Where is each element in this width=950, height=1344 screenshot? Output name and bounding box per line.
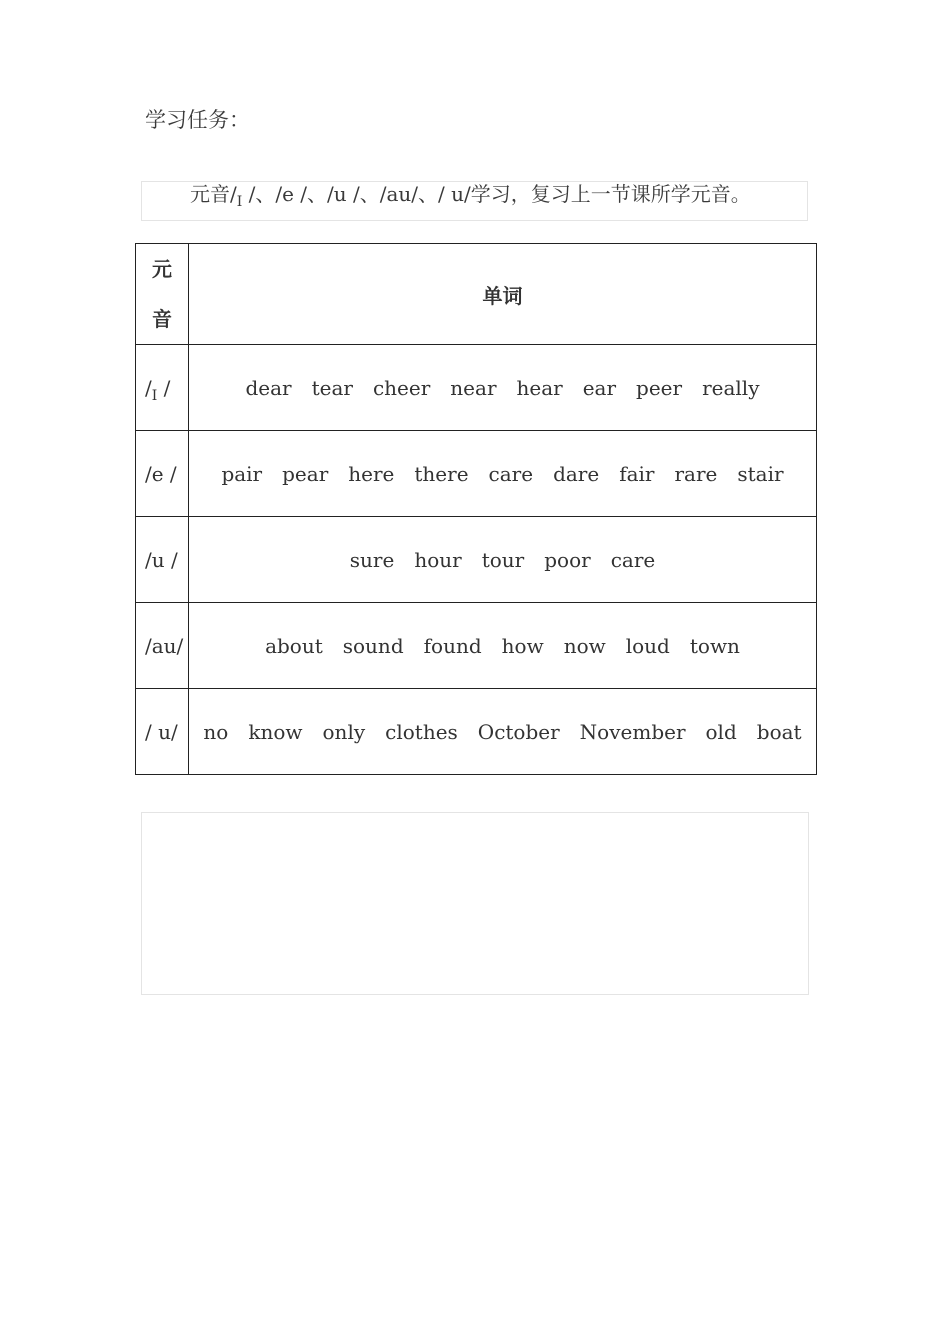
table-row xyxy=(136,689,817,775)
word: sound xyxy=(342,633,404,658)
word: October xyxy=(477,719,560,744)
vowel-cell: /u / xyxy=(136,517,189,603)
empty-text-box xyxy=(141,812,809,995)
words-cell xyxy=(189,689,817,775)
words-cell xyxy=(189,603,817,689)
vowel-prefix: / xyxy=(145,375,152,400)
table-row xyxy=(136,431,817,517)
word: no xyxy=(203,719,229,744)
word: know xyxy=(248,719,303,744)
word: poor xyxy=(544,547,591,572)
vowel-subscript: I xyxy=(151,387,158,404)
word: rare xyxy=(674,461,718,486)
word: stair xyxy=(737,461,784,486)
word: peer xyxy=(636,375,683,400)
vowel-cell: /e / xyxy=(136,431,189,517)
vowel-cell xyxy=(136,345,189,431)
words-cell xyxy=(189,345,817,431)
vowel-cell: / u/ xyxy=(136,689,189,775)
word: old xyxy=(705,719,737,744)
word: near xyxy=(450,375,497,400)
word: now xyxy=(563,633,606,658)
table-header-row xyxy=(136,244,817,345)
word: only xyxy=(322,719,366,744)
word: found xyxy=(423,633,482,658)
word: tear xyxy=(311,375,353,400)
table-row xyxy=(136,345,817,431)
word: dear xyxy=(245,375,292,400)
word: town xyxy=(689,633,740,658)
word: pear xyxy=(282,461,329,486)
word: pair xyxy=(221,461,263,486)
table-row xyxy=(136,603,817,689)
word: cheer xyxy=(372,375,431,400)
header-words: 单词 xyxy=(189,244,817,345)
vowel-suffix: / xyxy=(157,375,171,400)
word: loud xyxy=(625,633,670,658)
header-vowel xyxy=(136,244,189,345)
word: care xyxy=(488,461,534,486)
word: dare xyxy=(553,461,600,486)
word: about xyxy=(265,633,323,658)
word: really xyxy=(702,375,760,400)
word: sure xyxy=(349,547,395,572)
word: November xyxy=(579,719,686,744)
word: hear xyxy=(516,375,563,400)
task-heading: 学习任务： xyxy=(145,108,250,132)
word: there xyxy=(414,461,469,486)
task-text-prefix: 元音/ xyxy=(190,182,237,206)
header-vowel-char-1: 元 xyxy=(152,257,172,281)
word: clothes xyxy=(385,719,458,744)
word: here xyxy=(348,461,395,486)
words-cell xyxy=(189,431,817,517)
word: hour xyxy=(414,547,462,572)
vowel-words-table xyxy=(135,243,817,775)
task-text-rest: /、/e /、/u /、/au/、/ u/学习，复习上一节课所学元音。 xyxy=(242,182,751,206)
table-row xyxy=(136,517,817,603)
word: care xyxy=(610,547,656,572)
word: tour xyxy=(481,547,525,572)
task-description-box xyxy=(141,181,808,221)
word: ear xyxy=(582,375,617,400)
word: boat xyxy=(756,719,802,744)
task-text-subscript: I xyxy=(236,194,243,210)
vowel-cell: /au/ xyxy=(136,603,189,689)
word: how xyxy=(501,633,544,658)
word: fair xyxy=(619,461,655,486)
task-description xyxy=(190,181,751,210)
header-vowel-char-2: 音 xyxy=(152,307,172,331)
words-cell xyxy=(189,517,817,603)
